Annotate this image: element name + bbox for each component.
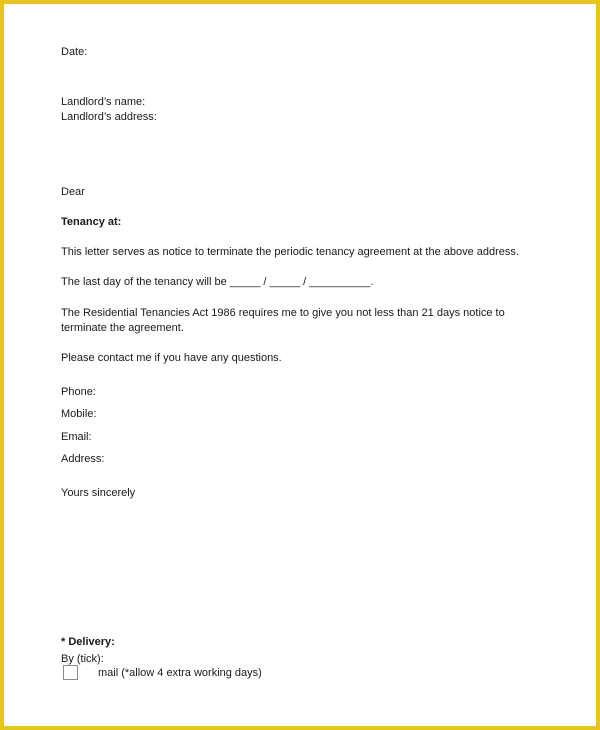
delivery-heading: * Delivery: xyxy=(61,636,115,648)
tenancy-label: Tenancy at: xyxy=(61,216,122,228)
notice-paragraph: This letter serves as notice to terminate the periodic tenancy agreement at the above address. xyxy=(61,246,519,258)
phone-label: Phone: xyxy=(61,386,96,398)
mail-checkbox[interactable] xyxy=(63,665,78,680)
address-label: Address: xyxy=(61,453,105,465)
letter-page xyxy=(4,4,596,726)
landlord-name-label: Landlord’s name: xyxy=(61,96,146,108)
act-paragraph-line-1: The Residential Tenancies Act 1986 requires me to give you not less than 21 days notice to xyxy=(61,307,505,319)
by-tick-label: By (tick): xyxy=(61,653,104,665)
landlord-address-label: Landlord’s address: xyxy=(61,111,157,123)
mobile-label: Mobile: xyxy=(61,408,97,420)
contact-paragraph: Please contact me if you have any questions. xyxy=(61,352,282,364)
salutation: Dear xyxy=(61,186,85,198)
act-paragraph-line-2: terminate the agreement. xyxy=(61,322,184,334)
last-day-paragraph: The last day of the tenancy will be _____ / _____ / __________. xyxy=(61,276,374,288)
email-label: Email: xyxy=(61,431,92,443)
mail-option-label: mail (*allow 4 extra working days) xyxy=(98,667,262,679)
closing: Yours sincerely xyxy=(61,487,136,499)
date-label: Date: xyxy=(61,46,88,58)
